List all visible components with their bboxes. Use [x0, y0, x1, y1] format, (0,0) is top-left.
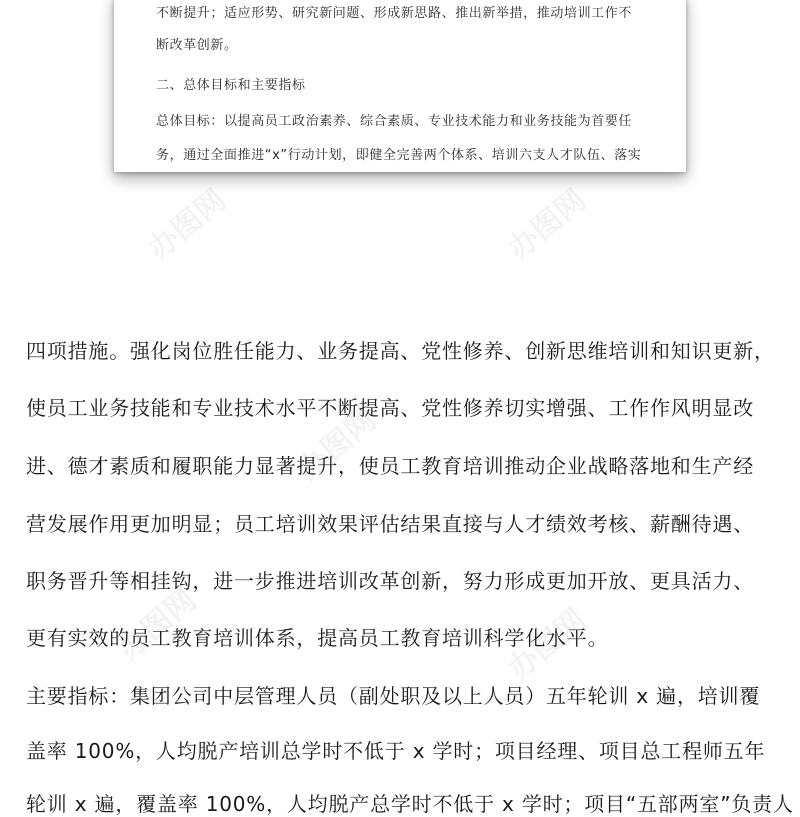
body-line: 进、德才素质和履职能力显著提升，使员工教育培训推动企业战略落地和生产经 [26, 454, 754, 478]
body-line: 轮训 x 遍，覆盖率 100%，人均脱产总学时不低于 x 学时；项目“五部两室”负责人 [26, 792, 794, 816]
body-line: 盖率 100%，人均脱产培训总学时不低于 x 学时；项目经理、项目总工程师五年 [26, 739, 766, 763]
body-line: 使员工业务技能和专业技术水平不断提高、党性修养切实增强、工作作风明显改 [26, 396, 754, 420]
body-line: 更有实效的员工教育培训体系，提高员工教育培训科学化水平。 [26, 626, 609, 650]
preview-line: 断改革创新。 [156, 38, 238, 53]
watermark: 办图网 [141, 182, 233, 268]
preview-heading: 二、总体目标和主要指标 [156, 78, 306, 93]
body-line: 营发展作用更加明显；员工培训效果评估结果直接与人才绩效考核、薪酬待遇、 [26, 512, 754, 536]
preview-line: 不断提升；适应形势、研究新问题、形成新思路、推出新举措，推动培训工作不 [156, 6, 633, 21]
watermark: 办图网 [501, 182, 593, 268]
watermark: 办图网 [111, 582, 203, 668]
body-line: 职务晋升等相挂钩，进一步推进培训改革创新，努力形成更加开放、更具活力、 [26, 569, 754, 593]
preview-line: 务，通过全面推进“x”行动计划，即健全完善两个体系、培训六支人才队伍、落实 [156, 148, 642, 163]
watermark: 办图网 [291, 402, 383, 488]
preview-line: 总体目标：以提高员工政治素养、综合素质、专业技术能力和业务技能为首要任 [156, 114, 633, 129]
body-line: 四项措施。强化岗位胜任能力、业务提高、党性修养、创新思维培训和知识更新， [26, 339, 775, 363]
body-line: 主要指标：集团公司中层管理人员（副处职及以上人员）五年轮训 x 遍，培训覆 [26, 684, 761, 708]
watermark: 办图网 [501, 602, 593, 688]
document-preview-card [114, 0, 686, 172]
